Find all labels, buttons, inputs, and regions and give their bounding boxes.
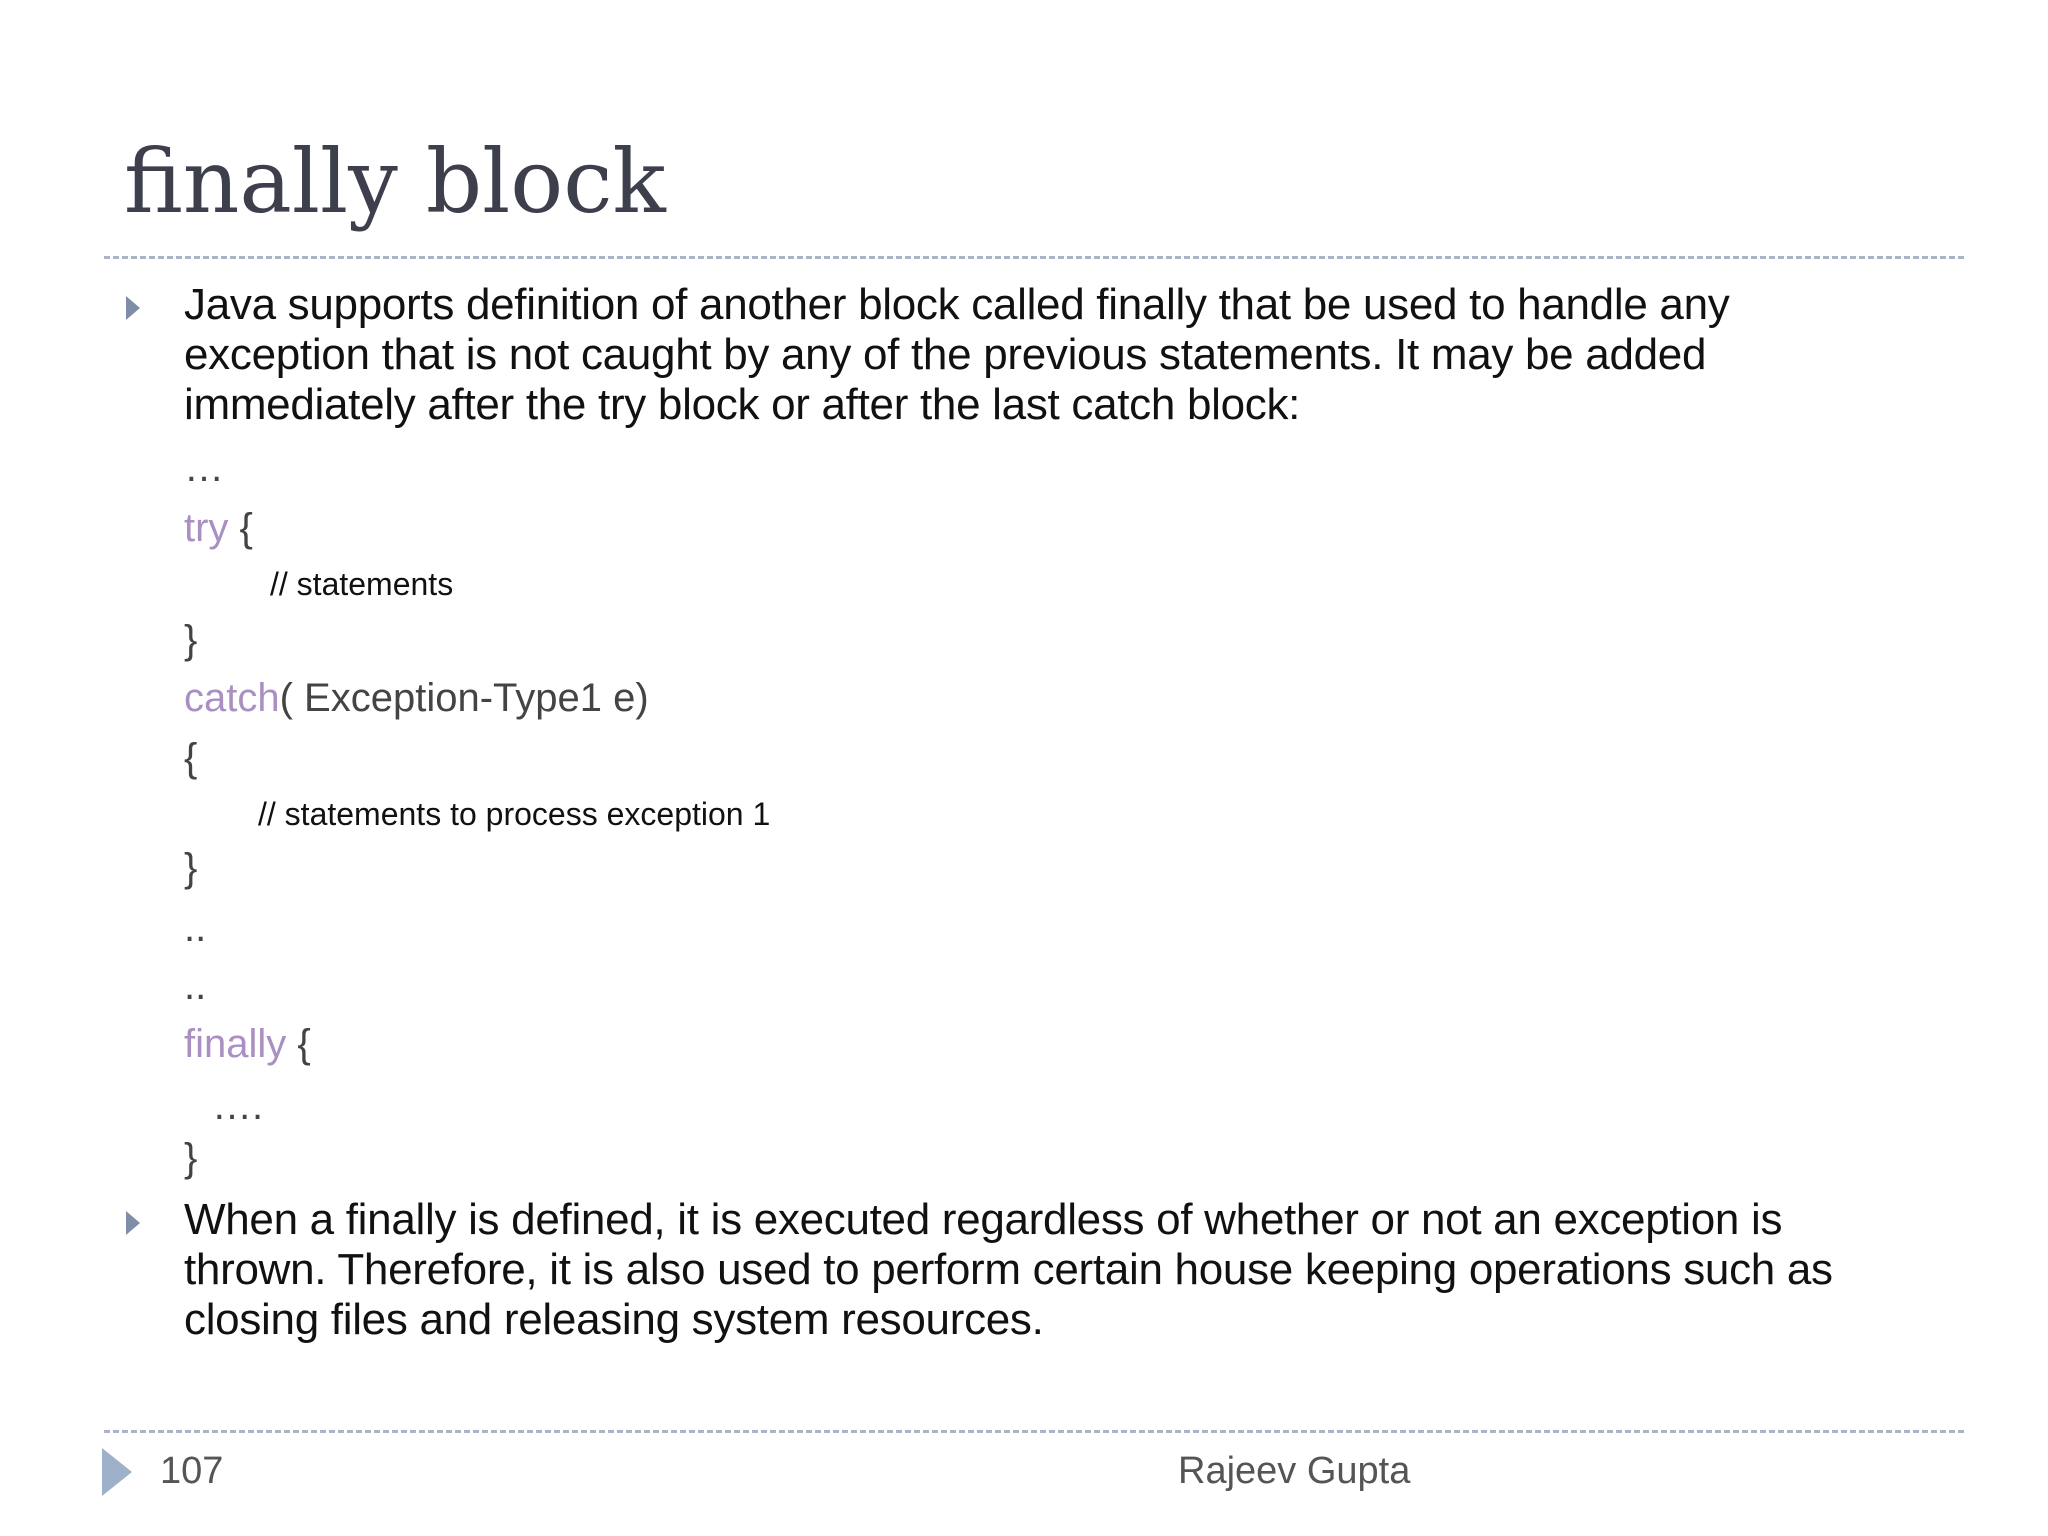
page-number: 107	[160, 1450, 224, 1492]
code-try-line	[184, 506, 253, 551]
code-finally-close: }	[184, 1136, 198, 1180]
code-try-close: }	[184, 618, 198, 662]
code-keyword-catch: catch	[184, 676, 280, 720]
code-ellipsis: …	[184, 446, 224, 490]
slide-title: finally block	[124, 130, 666, 233]
code-catch-comment: // statements to process exception 1	[258, 796, 771, 832]
bullet-arrow-icon	[126, 296, 140, 320]
footer-arrow-icon	[102, 1448, 132, 1496]
code-try-comment: // statements	[270, 566, 454, 602]
code-catch-open: {	[184, 736, 198, 780]
title-divider	[104, 256, 1964, 259]
code-keyword-finally: finally	[184, 1022, 287, 1066]
code-catch-args: ( Exception-Type1 e)	[279, 676, 649, 720]
bullet-text-1: Java supports definition of another block called finally that be used to handle any exception that is not caught by any of the previous statements. It may be added immediately after the try block or after the last catch block:	[184, 280, 1730, 429]
code-try-brace: {	[228, 506, 253, 550]
code-dots-1: ..	[184, 906, 207, 950]
code-finally-brace: {	[286, 1022, 311, 1066]
code-finally-line	[184, 1022, 311, 1067]
code-finally-body: ….	[212, 1084, 264, 1128]
footer-divider	[104, 1430, 1964, 1433]
code-catch-close: }	[184, 846, 198, 890]
bullet-arrow-icon	[126, 1211, 140, 1235]
code-keyword-try: try	[184, 506, 229, 550]
code-catch-line	[184, 676, 649, 721]
code-dots-2: ..	[184, 964, 207, 1008]
bullet-text-2: When a finally is defined, it is executed regardless of whether or not an exception is thrown. Therefore, it is also used to perform certain house keeping operations such as closing files and releasing system resources.	[184, 1195, 1833, 1344]
footer-author: Rajeev Gupta	[1178, 1450, 1411, 1492]
